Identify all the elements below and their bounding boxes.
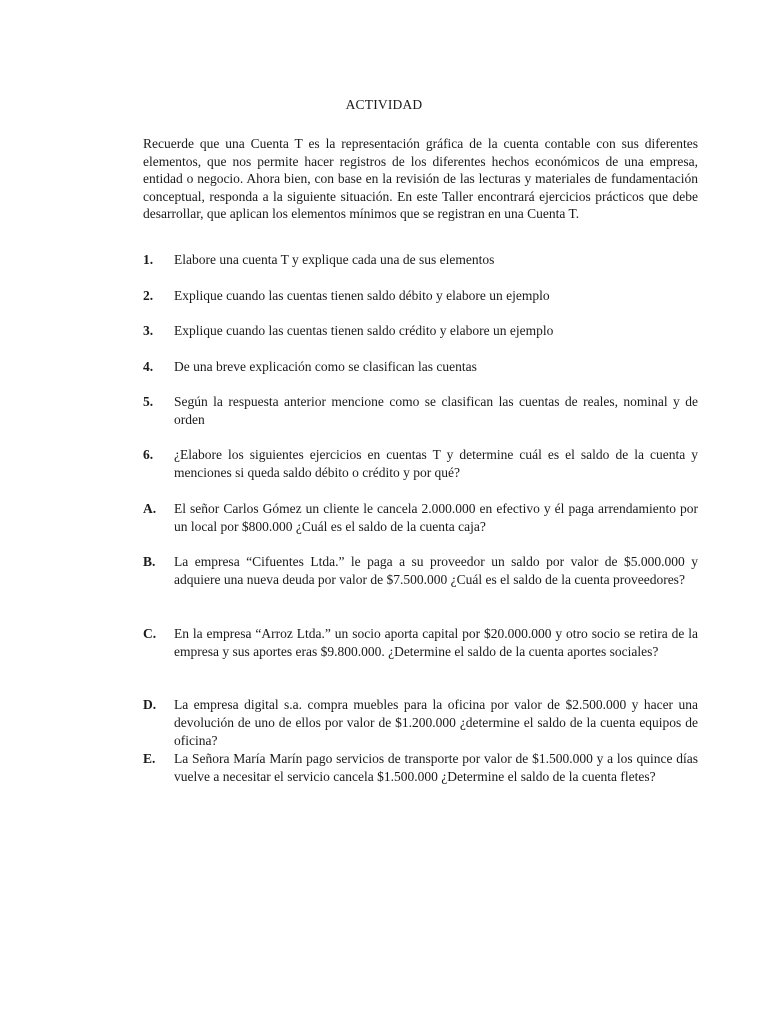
intro-paragraph: Recuerde que una Cuenta T es la representación gráfica de la cuenta contable con sus diferentes elementos, que nos permite hacer registros de los diferentes hechos económicos de una empresa, entidad o negocio. Ahora bien, con base en la revisión de las lecturas y materiales de fundamentación conceptual, responda a la siguiente situación. En este Taller encontrará ejercicios prácticos que debe desarrollar, que aplican los elementos mínimos que se registran en una Cuenta T. <box>143 136 698 222</box>
item-marker: 3. <box>143 323 154 338</box>
item-text: La empresa “Cifuentes Ltda.” le paga a su proveedor un saldo por valor de $5.000.000 y adquiere una nueva deuda por valor de $7.500.000 ¿Cuál es el saldo de la cuenta proveedores? <box>174 554 698 587</box>
item-marker: 6. <box>143 447 154 462</box>
question-item <box>143 287 698 305</box>
item-marker: B. <box>143 554 156 569</box>
item-text: En la empresa “Arroz Ltda.” un socio aporta capital por $20.000.000 y otro socio se retira de la empresa y sus aportes eras $9.800.000. ¿Determine el saldo de la cuenta aportes sociales? <box>174 626 698 659</box>
item-text: ¿Elabore los siguientes ejercicios en cuentas T y determine cuál es el saldo de la cuenta y menciones si queda saldo débito o crédito y por qué? <box>174 447 698 480</box>
item-text: Explique cuando las cuentas tienen saldo débito y elabore un ejemplo <box>174 288 550 303</box>
question-item <box>143 251 698 269</box>
item-text: La Señora María Marín pago servicios de transporte por valor de $1.500.000 y a los quince días vuelve a necesitar el servicio cancela $1.500.000 ¿Determine el saldo de la cuenta fletes? <box>174 751 698 784</box>
question-item <box>143 446 698 482</box>
exercise-item <box>143 625 698 661</box>
item-marker: A. <box>143 501 157 516</box>
item-marker: E. <box>143 751 156 766</box>
question-item <box>143 358 698 376</box>
exercise-item <box>143 750 698 786</box>
item-marker: 5. <box>143 394 154 409</box>
item-text: El señor Carlos Gómez un cliente le cancela 2.000.000 en efectivo y él paga arrendamiento por un local por $800.000 ¿Cuál es el saldo de la cuenta caja? <box>174 501 698 534</box>
page-title: ACTIVIDAD <box>345 97 423 112</box>
item-text: Según la respuesta anterior mencione como se clasifican las cuentas de reales, nominal y de orden <box>174 394 698 427</box>
exercise-item <box>143 696 698 750</box>
item-text: La empresa digital s.a. compra muebles para la oficina por valor de $2.500.000 y hacer una devolución de uno de ellos por valor de $1.200.000 ¿determine el saldo de la cuenta equipos de oficina? <box>174 697 698 748</box>
exercise-item <box>143 553 698 589</box>
exercise-item <box>143 500 698 536</box>
item-marker: 2. <box>143 288 154 303</box>
question-item <box>143 393 698 429</box>
item-marker: 4. <box>143 359 154 374</box>
item-marker: D. <box>143 697 157 712</box>
item-text: Explique cuando las cuentas tienen saldo crédito y elabore un ejemplo <box>174 323 554 338</box>
question-item <box>143 322 698 340</box>
item-marker: C. <box>143 626 157 641</box>
item-text: De una breve explicación como se clasifican las cuentas <box>174 359 477 374</box>
item-marker: 1. <box>143 252 154 267</box>
item-text: Elabore una cuenta T y explique cada una de sus elementos <box>174 252 495 267</box>
